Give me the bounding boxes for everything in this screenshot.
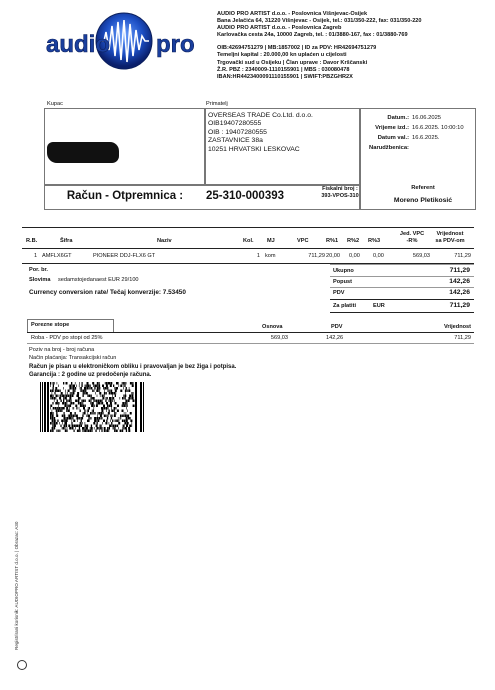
cell-kol: 1 bbox=[256, 253, 260, 259]
vrijednost-header: Vrijednost bbox=[443, 324, 471, 330]
vrijeme-value: 16.6.2025. 10:00:10 bbox=[412, 125, 464, 131]
cell-mj: kom bbox=[265, 253, 276, 259]
cell-r1: 20,00 bbox=[326, 253, 340, 259]
pdf417-barcode bbox=[40, 382, 145, 432]
garancija-note: Garancija : 2 godine uz predočenje računa. bbox=[29, 372, 152, 378]
narudzbenica-label: Narudžbenica: bbox=[369, 145, 409, 151]
popust-label: Popust bbox=[333, 279, 352, 285]
col-jed-vpc bbox=[392, 231, 432, 245]
col-vri-line2: sa PDV-om bbox=[435, 238, 465, 244]
fiskalni-value: 393-VPOS-310 bbox=[321, 193, 359, 199]
cell-vpc: 711,29 bbox=[308, 253, 325, 259]
table-top-rule bbox=[22, 227, 474, 228]
table-row bbox=[0, 253, 495, 261]
primatelj-label: Primatelj bbox=[206, 101, 228, 107]
col-naziv: Naziv bbox=[157, 238, 172, 244]
cell-rb: 1 bbox=[34, 253, 38, 259]
supplier-line: OIB19407280555 bbox=[208, 120, 262, 128]
tax-rule bbox=[27, 332, 474, 333]
company-line: Temeljni kapital : 20.000,00 kn uplaćen u cijelosti bbox=[217, 52, 347, 59]
cell-naziv: PIONEER DDJ-FLX6 GT bbox=[93, 253, 156, 259]
col-sifra: Šifra bbox=[60, 238, 73, 244]
slovima-value: sedamstojedanaest EUR 29/100 bbox=[58, 277, 139, 283]
company-line: Karlovačka cesta 24a, 10000 Zagreb, tel. : 01/3880-167, fax : 01/3880-769 bbox=[217, 32, 408, 39]
vrijeme-label: Vrijeme izd.: bbox=[375, 125, 409, 131]
supplier-line: OVERSEAS TRADE Co.Ltd. d.o.o. bbox=[208, 112, 313, 119]
cell-r3: 0,00 bbox=[373, 253, 384, 259]
company-line: AUDIO PRO ARTIST d.o.o. - Poslovnica Višnjevac-Osijek bbox=[217, 11, 368, 17]
popust-value: 142,26 bbox=[449, 278, 470, 285]
fiskalni-block bbox=[320, 186, 360, 200]
datum-value: 16.06.2025 bbox=[412, 115, 442, 121]
tax-row-label: Roba - PDV po stopi od 25% bbox=[31, 335, 103, 341]
col-r1: R%1 bbox=[326, 238, 339, 244]
logo-text-pro: pro bbox=[156, 31, 195, 58]
supplier-line: OIB : 19407280555 bbox=[208, 128, 267, 136]
col-r3: R%3 bbox=[368, 238, 381, 244]
col-rb: R.B. bbox=[26, 238, 38, 244]
por-br-label: Por. br. bbox=[29, 267, 48, 273]
referent-label: Referent bbox=[411, 185, 435, 191]
cell-vri: 711,29 bbox=[454, 253, 471, 259]
osnova-header: Osnova bbox=[262, 324, 283, 330]
company-header bbox=[217, 11, 489, 81]
pdv-header: PDV bbox=[331, 324, 343, 330]
datum-label: Datum.: bbox=[387, 115, 409, 121]
col-jed-line1: Jed. VPC bbox=[399, 231, 425, 237]
small-logo-icon bbox=[17, 660, 27, 670]
fiskalni-label: Fiskalni broj : bbox=[322, 186, 358, 192]
pdv-value: 142,26 bbox=[449, 289, 470, 296]
supplier-address bbox=[208, 112, 313, 154]
elektronicki-note: Račun je pisan u elektroničkom obliku i pravovaljan je bez žiga i potpisa. bbox=[29, 364, 237, 370]
company-line: IBAN:HR4423400091110155901 | SWIFT:PBZGHR2X bbox=[217, 73, 353, 80]
invoice-title: Račun - Otpremnica : bbox=[66, 190, 184, 202]
totals-rule bbox=[330, 276, 474, 277]
totals-rule bbox=[330, 287, 474, 288]
slovima-label: Slovima bbox=[29, 277, 51, 283]
ukupno-label: Ukupno bbox=[333, 268, 354, 274]
col-r2: R%2 bbox=[347, 238, 360, 244]
tax-row-vrijednost: 711,29 bbox=[454, 335, 471, 341]
totals-rule bbox=[330, 264, 474, 265]
redacted-customer bbox=[47, 142, 119, 163]
col-kol: Kol. bbox=[243, 238, 254, 244]
date-values bbox=[412, 114, 474, 154]
tax-row-pdv: 142,26 bbox=[326, 335, 344, 341]
company-line: Ž.R. PBZ : 2340009-1110155901 | MBS : 030080478 bbox=[217, 66, 350, 73]
conversion-rate: Currency conversion rate/ Tečaj konverzije: 7.53450 bbox=[29, 289, 186, 296]
side-registration-text: Registrirani korisnik: AUDIOPRO ARTIST d.o.o. | Obrazac: A30 bbox=[14, 521, 19, 650]
supplier-line: ZASTAVNICE 38a bbox=[208, 137, 263, 145]
invoice-number: 25-310-000393 bbox=[206, 190, 285, 202]
company-line: Trgovački sud u Osijeku | Član uprave : Davor Krščanski bbox=[217, 59, 368, 66]
date-labels bbox=[359, 114, 409, 154]
logo-text-audio: audio bbox=[46, 31, 110, 58]
tax-bottom-rule bbox=[27, 343, 474, 344]
cell-jed: 569,03 bbox=[412, 253, 430, 259]
kupac-label: Kupac bbox=[47, 101, 63, 107]
valuta-label: Datum val.: bbox=[377, 135, 409, 141]
poziv-note: Poziv na broj - broj računa bbox=[29, 347, 95, 353]
supplier-line: 10251 HRVATSKI LESKOVAC bbox=[208, 145, 300, 153]
col-vpc: VPC bbox=[297, 238, 309, 244]
zaplatiti-value: 711,29 bbox=[449, 302, 470, 309]
col-jed-line2: -R% bbox=[406, 238, 418, 244]
porezne-stope-header: Porezne stope bbox=[31, 322, 70, 328]
totals-rule bbox=[330, 299, 474, 300]
cell-sifra: AMFLX6GT bbox=[42, 253, 72, 259]
col-vrijednost bbox=[428, 231, 472, 245]
zaplatiti-label: Za platiti bbox=[333, 303, 356, 309]
table-header-rule bbox=[22, 248, 474, 249]
totals-rule bbox=[330, 312, 474, 313]
currency-label: EUR bbox=[373, 303, 385, 309]
valuta-value: 16.6.2025. bbox=[412, 135, 440, 141]
company-line: OIB:42694751279 | MB:1857002 | ID za PDV: HR42694751279 bbox=[217, 45, 377, 52]
ukupno-value: 711,29 bbox=[449, 267, 470, 274]
nacin-placanja: Način plaćanja: Transakcijski račun bbox=[29, 355, 117, 361]
company-line: Bana Jelačića 64, 31220 Višnjevac - Osijek, tel.: 031/350-222, fax: 031/350-220 bbox=[217, 18, 422, 25]
tax-row-osnova: 569,03 bbox=[270, 335, 288, 341]
pdv-label: PDV bbox=[333, 290, 345, 296]
col-mj: MJ bbox=[267, 238, 275, 244]
referent-value: Moreno Pletikosić bbox=[393, 197, 453, 204]
company-logo bbox=[44, 12, 204, 70]
col-vri-line1: Vrijednost bbox=[436, 231, 464, 237]
company-line: AUDIO PRO ARTIST d.o.o. - Poslovnica Zagreb bbox=[217, 25, 342, 32]
cell-r2: 0,00 bbox=[349, 253, 360, 259]
